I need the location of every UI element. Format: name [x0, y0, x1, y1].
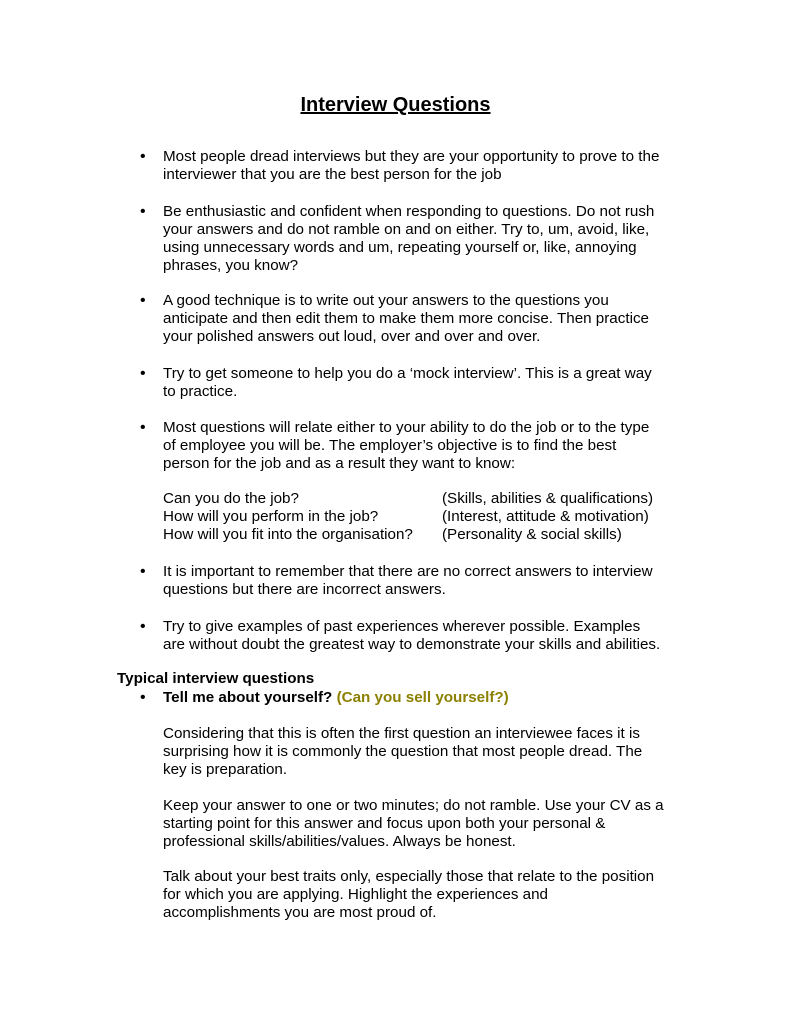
text-line: your answers and do not ramble on and on either. Try to, um, avoid, like, — [163, 221, 650, 238]
text-line: Keep your answer to one or two minutes; do not ramble. Use your CV as a — [163, 797, 664, 814]
text-line: Most people dread interviews but they are your opportunity to prove to the — [163, 148, 660, 165]
bullet-marker: • — [140, 203, 146, 220]
typical-question: Tell me about yourself? — [163, 689, 333, 706]
text-line: It is important to remember that there are no correct answers to interview — [163, 563, 653, 580]
bullet-paragraph-4 — [163, 365, 683, 401]
text-line: interviewer that you are the best person for the job — [163, 166, 502, 183]
text-line: for which you are applying. Highlight the experiences and — [163, 886, 548, 903]
text-line: are without doubt the greatest way to demonstrate your skills and abilities. — [163, 636, 661, 653]
text-line: person for the job and as a result they want to know: — [163, 455, 516, 472]
bullet-marker: • — [140, 419, 146, 436]
text-line: surprising how it is commonly the question that most people dread. The — [163, 743, 643, 760]
text-line: phrases, you know? — [163, 257, 299, 274]
text-line: of employee you will be. The employer’s objective is to find the best — [163, 437, 617, 454]
employer-question-row — [163, 526, 622, 544]
employer-question: How will you fit into the organisation? — [163, 526, 413, 543]
answer-paragraph-1 — [163, 725, 683, 779]
typical-question-line — [163, 689, 683, 707]
typical-question-note: (Can you sell yourself?) — [336, 689, 509, 706]
bullet-paragraph-3 — [163, 292, 683, 346]
employer-question: How will you perform in the job? — [163, 508, 379, 525]
bullet-paragraph-1 — [163, 148, 683, 184]
employer-question-row — [163, 508, 649, 526]
text-line: Try to get someone to help you do a ‘mock interview’. This is a great way — [163, 365, 652, 382]
answer-paragraph-3 — [163, 868, 683, 922]
text-line: accomplishments you are most proud of. — [163, 904, 437, 921]
bullet-marker: • — [140, 563, 146, 580]
bullet-marker: • — [140, 689, 146, 706]
text-line: Most questions will relate either to your ability to do the job or to the type — [163, 419, 650, 436]
bullet-marker: • — [140, 148, 146, 165]
text-line: starting point for this answer and focus upon both your personal & — [163, 815, 606, 832]
section-heading: Typical interview questions — [117, 670, 315, 687]
text-line: key is preparation. — [163, 761, 288, 778]
bullet-marker: • — [140, 365, 146, 382]
text-line: anticipate and then edit them to make them more concise. Then practice — [163, 310, 649, 327]
employer-question-note: (Skills, abilities & qualifications) — [442, 490, 654, 507]
employer-question-row — [163, 490, 654, 508]
bullet-paragraph-5 — [163, 419, 683, 473]
bullet-paragraph-6 — [163, 563, 683, 599]
text-line: your polished answers out loud, over and over and over. — [163, 328, 541, 345]
bullet-paragraph-2 — [163, 203, 683, 275]
bullet-paragraph-7 — [163, 618, 683, 654]
text-line: Considering that this is often the first question an interviewee faces it is — [163, 725, 640, 742]
text-line: using unnecessary words and um, repeating yourself or, like, annoying — [163, 239, 637, 256]
text-line: A good technique is to write out your answers to the questions you — [163, 292, 609, 309]
text-line: Be enthusiastic and confident when responding to questions. Do not rush — [163, 203, 655, 220]
answer-paragraph-2 — [163, 797, 683, 851]
employer-question-note: (Interest, attitude & motivation) — [442, 508, 649, 525]
text-line: professional skills/abilities/values. Always be honest. — [163, 833, 516, 850]
text-line: Talk about your best traits only, especially those that relate to the position — [163, 868, 655, 885]
bullet-marker: • — [140, 618, 146, 635]
text-line: questions but there are incorrect answers. — [163, 581, 446, 598]
employer-question-note: (Personality & social skills) — [442, 526, 622, 543]
text-line: to practice. — [163, 383, 238, 400]
employer-question: Can you do the job? — [163, 490, 299, 507]
text-line: Try to give examples of past experiences wherever possible. Examples — [163, 618, 641, 635]
page-title: Interview Questions — [300, 94, 491, 116]
bullet-marker: • — [140, 292, 146, 309]
